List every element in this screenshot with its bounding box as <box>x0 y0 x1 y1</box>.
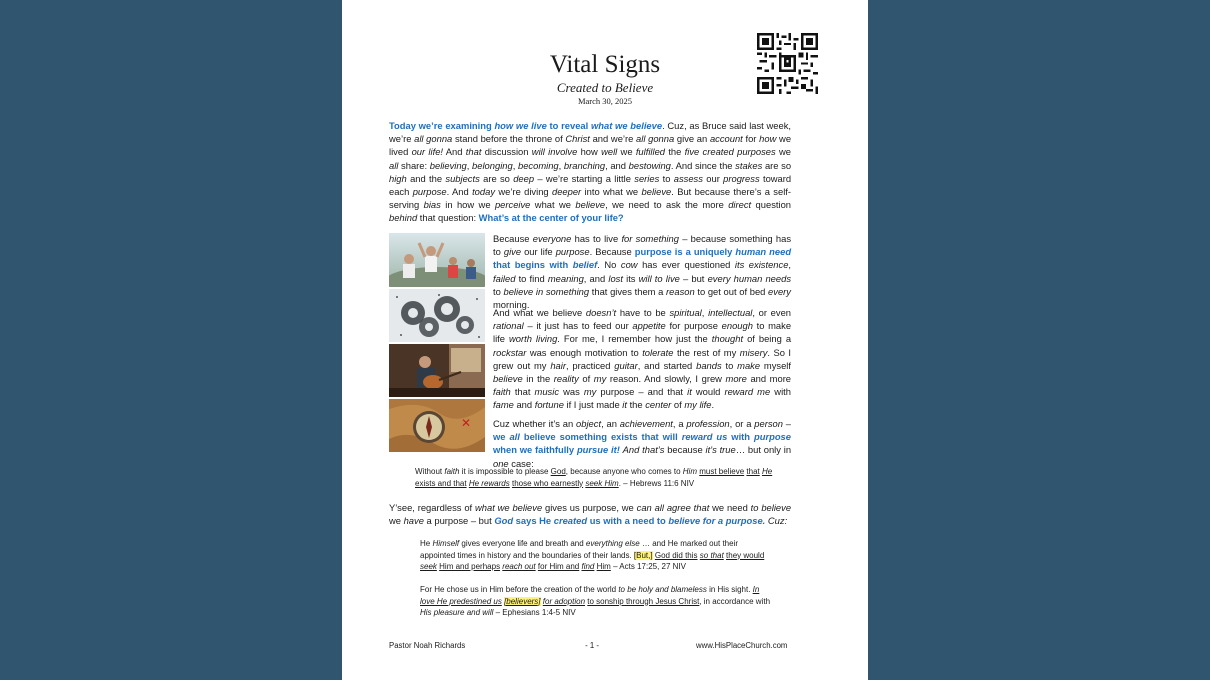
qr-code-icon <box>757 33 818 94</box>
footer-website[interactable]: www.HisPlaceChurch.com <box>696 641 788 650</box>
reward-paragraph: Cuz whether it’s an object, an achievement, a profession, or a person – we all believe something exists that will reward us with purpose when we faithfully pursue it! And that’s because it’s true… but only in one case: <box>493 418 792 469</box>
page-subtitle: Created to Believe <box>556 80 654 95</box>
document-page <box>342 0 868 680</box>
crowd-circles-image <box>389 289 485 342</box>
page-date: March 30, 2025 <box>577 96 633 106</box>
compass-map-image <box>389 399 485 452</box>
guitarist-image <box>389 344 485 397</box>
ephesians-quote: For He chose us in Him before the creation of the world to be holy and blameless in His sight. In love He predestined us [believers] for adoption to sonship through Jesus Christ, in accordance with His pleasure and will – Ephesians 1:4-5 NIV <box>420 585 771 617</box>
footer-page-number: - 1 - <box>585 641 599 650</box>
footer-author: Pastor Noah Richards <box>389 641 466 650</box>
svg-text:✕: ✕ <box>461 416 472 430</box>
rockstar-paragraph: And what we believe doesn’t have to be spiritual, intellectual, or even rational – it just has to feed our appetite for purpose enough to make life worth living. For me, I remember how just the thought of being a rockstar was enough motivation to tolerate the rest of my misery. So I grew out my hair, practiced guitar, and started bands to make myself believe in the reality of my reason. And slowly, I grew more and more faith that music was my purpose – and that it would reward me with fame and fortune if I just made it the center of my life. <box>493 307 792 411</box>
purpose-agreement-paragraph: Y’see, regardless of what we believe gives us purpose, we can all agree that we need to believe we have a purpose – but God says He created us with a need to believe for a purpose. Cuz: <box>389 502 792 527</box>
acts-quote: He Himself gives everyone life and breath and everything else … and He marked out their appointed times in history and the boundaries of their lands. [But,] God did this so that they would seek Him and perhaps reach out for Him and find Him – Acts 17:25, 27 NIV <box>420 539 765 571</box>
purpose-paragraph: Because everyone has to live for something – because something has to give our life purpose. Because purpose is a uniquely human need that begins with belief. No cow has ever questioned its existence, failed to find meaning, and lost its will to live – but every human needs to believe in something that gives them a reason to get out of bed every morning. <box>493 233 792 311</box>
page-title: Vital Signs <box>549 51 661 78</box>
intro-paragraph: Today we’re examining how we live to reveal what we believe. Cuz, as Bruce said last week, we’re all gonna stand before the throne of Christ and we’re all gonna give an account for how we lived our life! And that discussion will involve how well we fulfilled the five created purposes we all share: believing, belonging, becoming, branching, and bestowing. And since the stakes are so high and the subjects are so deep – we’re starting a little series to assess our progress toward each purpose. And today we’re diving deeper into what we believe. But because there’s a self-serving bias in how we perceive what we believe, we need to ask the more direct question behind that question: What’s at the center of your life? <box>389 120 792 224</box>
crowd-celebration-image <box>389 233 485 287</box>
hebrews-quote: Without faith it is impossible to please God, because anyone who comes to Him must believe that He exists and that He rewards those who earnestly seek Him. – Hebrews 11:6 NIV <box>415 467 773 488</box>
